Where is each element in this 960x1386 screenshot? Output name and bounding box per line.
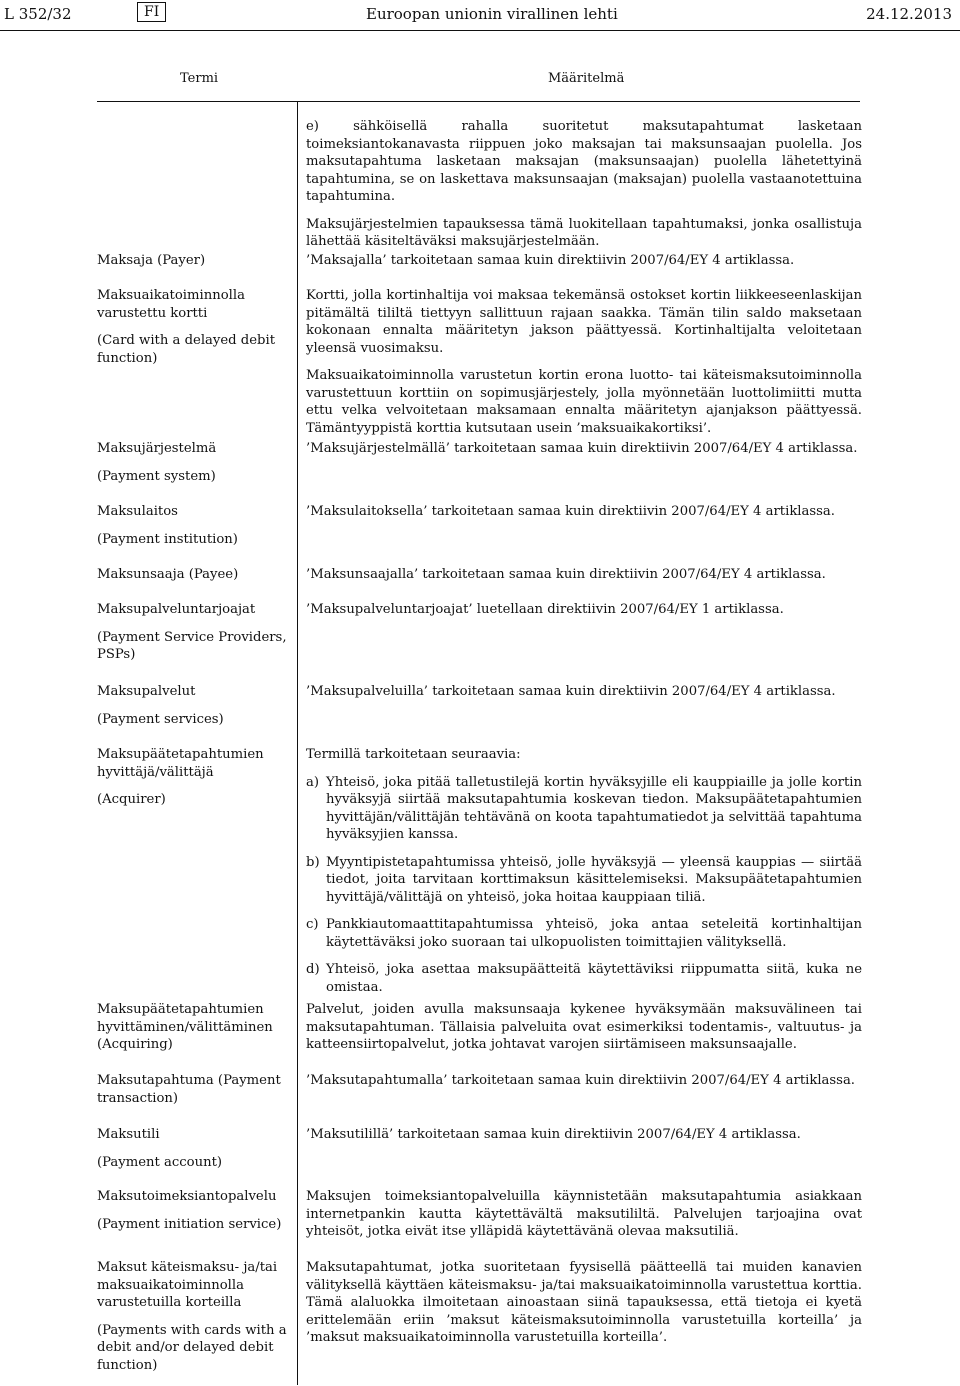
definition-cell <box>306 746 862 1006</box>
term-text-english: (Payment services) <box>97 711 224 727</box>
column-header-term: Termi <box>180 71 219 86</box>
term-cell <box>97 746 287 819</box>
term-cell <box>97 601 287 674</box>
definition-cell <box>306 252 862 280</box>
definition-cell <box>306 601 862 629</box>
term-text: Maksuaikatoiminnolla varustettu kortti <box>97 288 245 321</box>
term-text-english: (Payment institution) <box>97 531 238 547</box>
term-text: Maksupäätetapahtumien hyvittäjä/välittäjä <box>97 747 264 780</box>
term-cell <box>97 1259 287 1384</box>
definition-paragraph: Kortti, jolla kortinhaltija voi maksaa tekemänsä ostokset kortin liikkeeseenlaskijan pitämältä tililtä tiettyyn sallittuun rajaan saakka. Tämän tilin saldo maksetaan kokonaan ennalta määritetyn jakson päättyessä. Kortinhaltijalta veloitetaan yleensä vuosimaksu. <box>306 288 862 356</box>
term-text-english: (Card with a delayed debit function) <box>97 333 275 366</box>
page-header <box>0 2 960 26</box>
term-cell <box>97 440 287 495</box>
list-item-label: d) <box>306 962 320 977</box>
term-text-english: (Payment system) <box>97 468 216 484</box>
definition-cell <box>306 1126 862 1154</box>
definition-paragraph: Maksuaikatoiminnolla varustetun kortin erona luotto- tai käteismaksutoiminnolla varustettuun korttiin on sopimusjärjestely, jolla myönnetään luottolimiitti mutta ettu velka velvoitetaan maksamaan ennalta määritetyn ajanjakson päättyessä. Tämäntyyppistä korttia kutsutaan usein ’maksuaikakortiksi’. <box>306 368 862 436</box>
term-text: Maksujärjestelmä <box>97 441 217 456</box>
column-divider <box>297 101 298 1385</box>
definition-paragraph: Termillä tarkoitetaan seuraavia: <box>306 747 521 762</box>
term-text-english: (Payment Service Providers, PSPs) <box>97 629 287 662</box>
definition-cell <box>306 287 862 447</box>
journal-title: Euroopan unionin virallinen lehti <box>366 5 618 23</box>
definition-paragraph: ’Maksajalla’ tarkoitetaan samaa kuin direktiivin 2007/64/EY 4 artiklassa. <box>306 253 795 268</box>
definition-cell <box>306 566 862 594</box>
term-text: Maksupalveluntarjoajat <box>97 602 256 617</box>
term-cell <box>97 683 287 738</box>
term-text-english: (Payment account) <box>97 1154 223 1170</box>
page-reference: L 352/32 <box>4 5 72 23</box>
term-text: Maksulaitos <box>97 504 178 519</box>
definition-cell <box>306 1001 862 1064</box>
term-cell <box>97 1126 287 1181</box>
definition-cell <box>306 1188 862 1251</box>
definition-cell <box>306 1072 862 1100</box>
term-cell <box>97 1188 287 1243</box>
definition-paragraph: Maksutapahtumat, jotka suoritetaan fyysisellä päätteellä tai muiden kanavien välityksellä käyttäen käteismaksu- ja/tai maksuaikatoiminnolla varustettua korttia. Tämä alaluokka ilmoitetaan ainoastaan siinä tapauksessa, että tietoja ei kyetä erittelemään eriin ’maksut käteismaksutoiminnolla varustetuilla korteilla’ ja ’maksut maksuaikatoiminnolla varustetuilla korteilla’. <box>306 1260 862 1345</box>
term-cell <box>97 503 287 558</box>
list-item-text: Yhteisö, joka pitää talletustilejä kortin hyväksyjille eli kauppiaille ja jolle kortin hyväksyjä siirtää maksutapahtumia koskevan tiedon. Maksupäätetapahtumien hyvittäjän/välittäjän tehtävänä on koota tapahtumatiedot ja selvittää tapahtuma hyväksyjien kanssa. <box>326 774 862 842</box>
column-header-definition: Määritelmä <box>548 71 625 86</box>
term-cell <box>97 1072 287 1117</box>
term-cell <box>97 252 287 280</box>
term-text: Maksupäätetapahtumien hyvittäminen/välittäminen (Acquiring) <box>97 1002 273 1052</box>
term-text-english: (Payment initiation service) <box>97 1216 282 1232</box>
definition-paragraph: ’Maksupalveluilla’ tarkoitetaan samaa kuin direktiivin 2007/64/EY 4 artiklassa. <box>306 684 836 699</box>
list-item-text: Myyntipistetapahtumissa yhteisö, jolle hyväksyjä — yleensä kauppias — siirtää tiedot, joita tarvitaan korttimaksun käsittelemiseksi. Maksupäätetapahtumien hyvittäjä/välittäjä on yhteisö, joka hoitaa kauppiaan tiliä. <box>326 854 862 905</box>
definition-cell <box>306 683 862 711</box>
list-item-label: b) <box>306 854 320 870</box>
list-item-label: c) <box>306 917 319 932</box>
definition-paragraph: ’Maksutapahtumalla’ tarkoitetaan samaa kuin direktiivin 2007/64/EY 4 artiklassa. <box>306 1073 856 1088</box>
term-text: Maksut käteismaksu- ja/tai maksuaikatoiminnolla varustetuilla korteilla <box>97 1260 278 1310</box>
definition-paragraph: ’Maksutilillä’ tarkoitetaan samaa kuin direktiivin 2007/64/EY 4 artiklassa. <box>306 1127 801 1142</box>
list-item-text: Yhteisö, joka asettaa maksupäätteitä käytettäviksi riippumatta siitä, kuka ne omistaa. <box>326 962 862 995</box>
definition-cell <box>306 503 862 531</box>
term-text-english: (Acquirer) <box>97 792 166 807</box>
term-cell <box>97 287 287 377</box>
list-item <box>306 854 862 907</box>
term-text-english: (Payments with cards with a debit and/or delayed debit function) <box>97 1322 287 1373</box>
term-text: Maksunsaaja (Payee) <box>97 567 239 582</box>
definition-paragraph: Maksujärjestelmien tapauksessa tämä luokitellaan tapahtumaksi, jonka osallistuja lähettää käsiteltäväksi maksujärjestelmään. <box>306 216 862 249</box>
definition-cell <box>306 118 862 261</box>
list-item-text: Pankkiautomaattitapahtumissa yhteisö, joka antaa seteleitä kortinhaltijan käytettäväksi joko suoraan tai ulkopuolisten toimittajien välityksellä. <box>326 917 862 950</box>
definition-paragraph: ’Maksupalveluntarjoajat’ luetellaan direktiivin 2007/64/EY 1 artiklassa. <box>306 602 784 617</box>
definition-paragraph: Maksujen toimeksiantopalveluilla käynnistetään maksutapahtumia asiakkaan internetpankin kautta käytettävältä maksutililtä. Palvelujen tarjoajina ovat yhteisöt, jotka eivät itse ylläpidä käytettävänä olevaa maksutiliä. <box>306 1189 862 1239</box>
term-text: Maksaja (Payer) <box>97 253 206 268</box>
publication-date: 24.12.2013 <box>866 5 952 23</box>
definition-cell <box>306 1259 862 1357</box>
definition-paragraph: e) sähköisellä rahalla suoritetut maksutapahtumat lasketaan toimeksiantokanavasta riippuen joko maksajan tai maksunsaajan puolella. Jos maksutapahtuma lasketaan maksajan (maksunsaajan) puolella lähetettyinä tapahtumina, se on laskettava maksunsaajan (maksajan) puolella vastaanotettuina tapahtumina. <box>306 119 862 204</box>
definition-paragraph: ’Maksunsaajalla’ tarkoitetaan samaa kuin direktiivin 2007/64/EY 4 artiklassa. <box>306 567 826 582</box>
definition-paragraph: Palvelut, joiden avulla maksunsaaja kykenee hyväksymään maksuvälineen tai maksutapahtuman. Tällaisia palveluita ovat esimerkiksi todentamis-, valtuutus- ja katteensiirtopalvelut, jotka johtavat varojen siirtämiseen maksunsaajalle. <box>306 1002 862 1052</box>
language-box: FI <box>137 2 166 22</box>
table-header-rule <box>97 101 860 102</box>
list-item <box>306 961 862 996</box>
term-text: Maksupalvelut <box>97 684 196 699</box>
header-rule <box>0 30 960 31</box>
definition-paragraph: ’Maksulaitoksella’ tarkoitetaan samaa kuin direktiivin 2007/64/EY 4 artiklassa. <box>306 504 835 519</box>
list-item <box>306 774 862 844</box>
term-text: Maksutoimeksiantopalvelu <box>97 1189 277 1204</box>
definition-paragraph: ’Maksujärjestelmällä’ tarkoitetaan samaa kuin direktiivin 2007/64/EY 4 artiklassa. <box>306 441 858 456</box>
term-text: Maksutili <box>97 1127 160 1142</box>
term-cell <box>97 1001 287 1064</box>
term-cell <box>97 566 287 594</box>
definition-cell <box>306 440 862 468</box>
list-item-label: a) <box>306 774 320 790</box>
list-item <box>306 916 862 951</box>
term-text: Maksutapahtuma (Payment transaction) <box>97 1073 281 1106</box>
